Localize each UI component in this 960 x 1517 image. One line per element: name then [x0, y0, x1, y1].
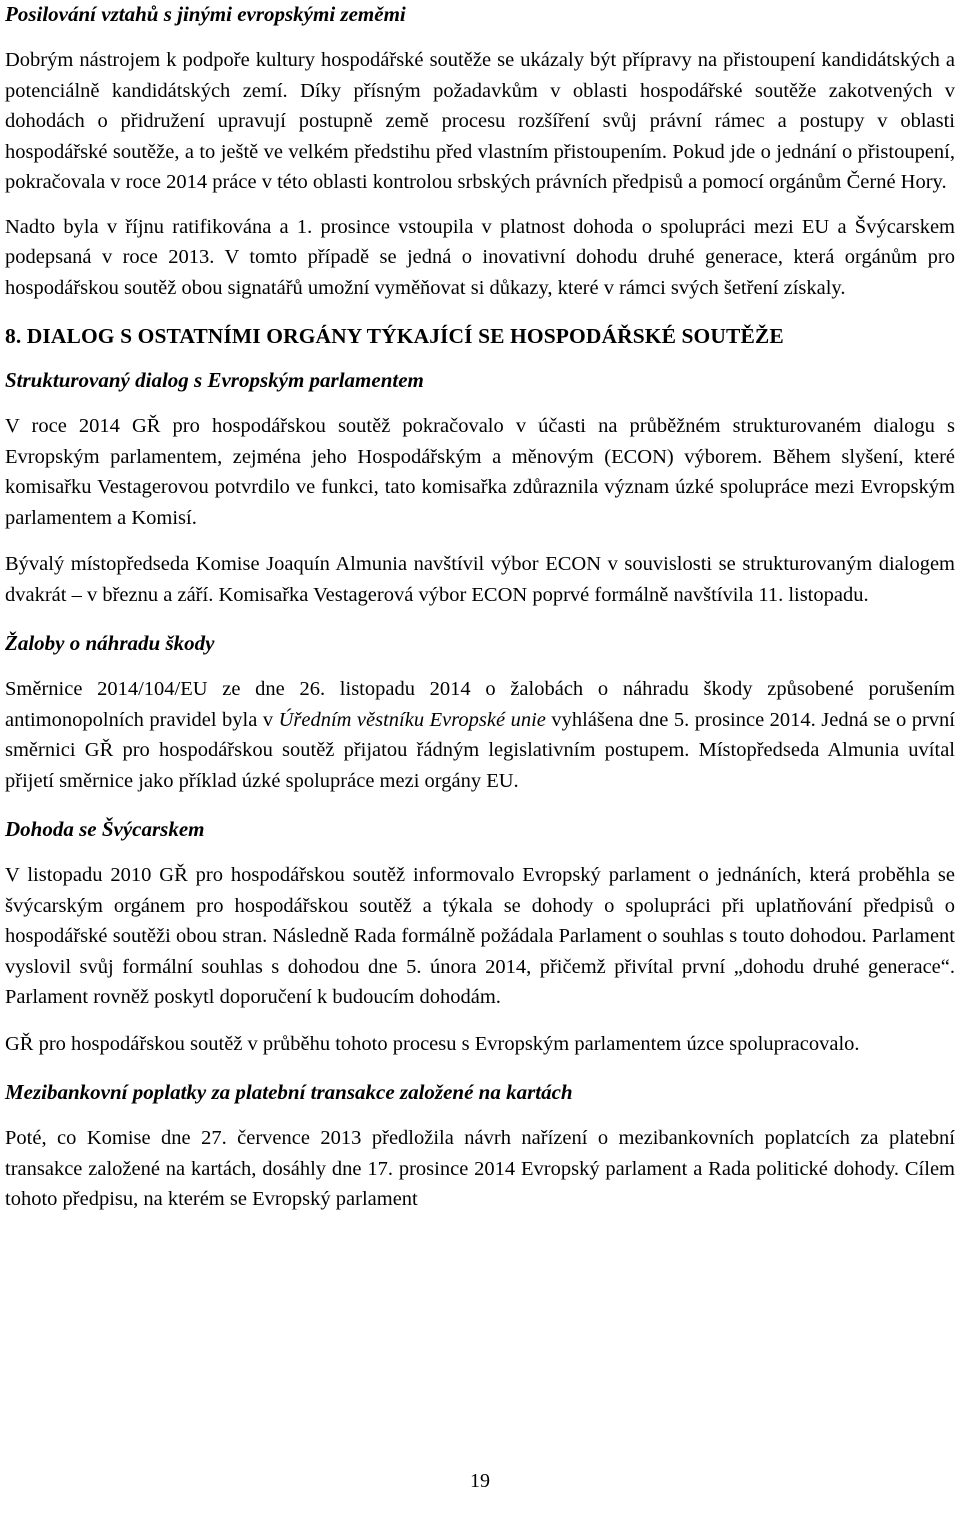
- paragraph-damages-directive: [5, 674, 955, 796]
- paragraph-accession: Dobrým nástrojem k podpoře kultury hospodářské soutěže se ukázaly být přípravy na přistoupení kandidátských a potenciálně kandidátských zemí. Díky přísným požadavkům v oblasti hospodářské soutěže zakotvených v dohodách o přidružení upravují postupně země procesu rozšíření svůj právní rámec a postupy v oblasti hospodářské soutěže, a to ještě ve velkém předstihu před vlastním přistoupením. Pokud jde o jednání o přistoupení, pokračovala v roce 2014 práce v této oblasti kontrolou srbských právních předpisů a pomocí orgánům Černé Hory.: [5, 49, 955, 193]
- paragraph-interchange-fees: Poté, co Komise dne 27. července 2013 předložila návrh nařízení o mezibankovních poplatcích za platební transakce založené na kartách, dosáhly dne 17. prosince 2014 Evropský parlament a Rada politické dohody. Cílem tohoto předpisu, na kterém se Evropský parlament: [5, 1127, 955, 1210]
- paragraph-almunia-visits: Bývalý místopředseda Komise Joaquín Almunia navštívil výbor ECON v souvislosti se strukturovaným dialogem dvakrát – v březnu a září. Komisařka Vestagerová výbor ECON poprvé formálně navštívila 11. listopadu.: [5, 553, 955, 606]
- damages-text-before: Směrnice 2014/104/EU ze dne 26. listopadu 2014 o žalobách o náhradu škody způsobené porušením antimonopolních pravidel byla v: [5, 678, 955, 731]
- damages-text-after: vyhlášena dne 5. prosince 2014. Jedná se o první směrnici GŘ pro hospodářskou soutěž přijatou řádným legislativním postupem. Místopředseda Almunia uvítal přijetí směrnice jako příklad úzké spolupráce mezi orgány EU.: [5, 708, 955, 792]
- paragraph-switzerland-agreement: Nadto byla v říjnu ratifikována a 1. prosince vstoupila v platnost dohoda o spolupráci mezi EU a Švýcarskem podepsaná v roce 2013. V tomto případě se jedná o inovativní dohodu druhé generace, která orgánům pro hospodářskou soutěž obou signatářů umožní vyměňovat si důkazy, které v rámci svých šetření získaly.: [5, 215, 955, 299]
- page-number: 19: [470, 1470, 490, 1492]
- section-heading-damages: Žaloby o náhradu škody: [5, 631, 215, 655]
- section-heading-parliament: Strukturovaný dialog s Evropským parlamentem: [5, 368, 424, 392]
- chapter-heading: 8. DIALOG S OSTATNÍMI ORGÁNY TÝKAJÍCÍ SE HOSPODÁŘSKÉ SOUTĚŽE: [5, 324, 784, 348]
- paragraph-switzerland-parliament: V listopadu 2010 GŘ pro hospodářskou soutěž informovalo Evropský parlament o jednáních, která proběhla se švýcarským orgánem pro hospodářskou soutěž a týkala se dohody o spolupráci při uplatňování předpisů o hospodářské soutěži obou stran. Následně Rada formálně požádala Parlament o souhlas s touto dohodou. Parlament vyslovil svůj formální souhlas s dohodou dne 5. února 2014, přičemž přivítal první „dohodu druhé generace“. Parlament rovněž poskytl doporučení k budoucím dohodám.: [5, 864, 955, 1008]
- section-heading-relations: Posilování vztahů s jinými evropskými zeměmi: [5, 2, 406, 26]
- official-journal-title: Úředním věstníku Evropské unie: [278, 708, 546, 731]
- document-page: [5, 0, 955, 1215]
- section-heading-interchange: Mezibankovní poplatky za platební transakce založené na kartách: [5, 1080, 573, 1104]
- section-heading-switzerland: Dohoda se Švýcarskem: [5, 817, 205, 841]
- paragraph-switzerland-cooperation: GŘ pro hospodářskou soutěž v průběhu tohoto procesu s Evropským parlamentem úzce spolupracovalo.: [5, 1032, 860, 1055]
- paragraph-parliament-dialog: V roce 2014 GŘ pro hospodářskou soutěž pokračovalo v účasti na průběžném strukturovaném dialogu s Evropským parlamentem, zejména jeho Hospodářským a měnovým (ECON) výborem. Během slyšení, které komisařku Vestagerovou potvrdilo ve funkci, tato komisařka zdůraznila význam úzké spolupráce mezi Evropským parlamentem a Komisí.: [5, 415, 955, 529]
